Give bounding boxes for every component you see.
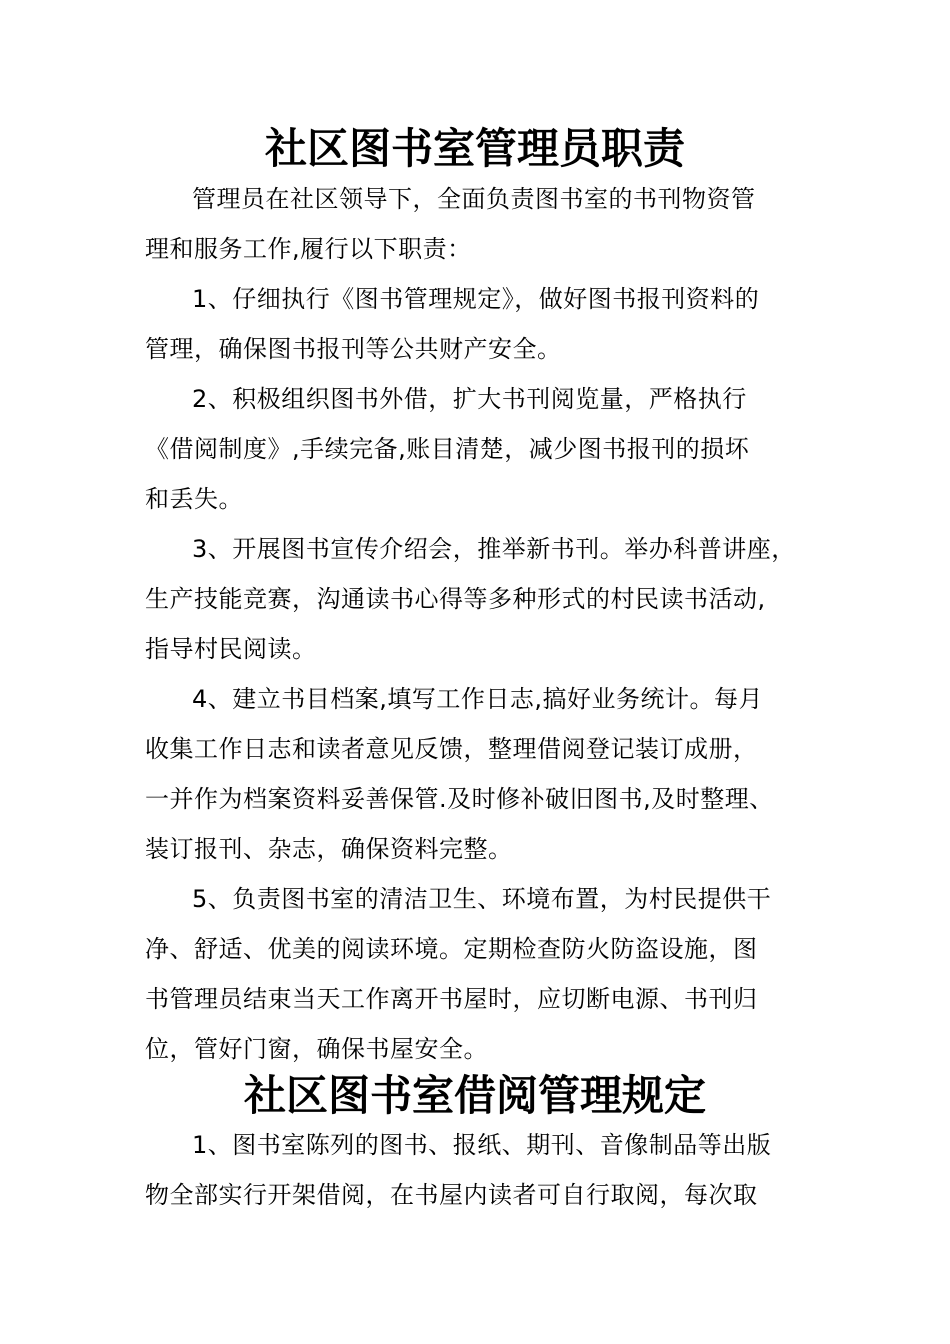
- item-4-line-3: 一并作为档案资料妥善保管.及时修补破旧图书,及时整理、: [145, 785, 774, 813]
- item-5-line-1: 5、负责图书室的清洁卫生、环境布置，为村民提供干: [192, 885, 772, 913]
- document-title-duties: 社区图书室管理员职责: [264, 124, 685, 173]
- rule-1-line-1: 1、图书室陈列的图书、报纸、期刊、音像制品等出版: [192, 1131, 772, 1159]
- item-3-line-2: 生产技能竞赛，沟通读书心得等多种形式的村民读书活动,: [145, 585, 766, 613]
- item-5-line-4: 位，管好门窗，确保书屋安全。: [145, 1035, 488, 1063]
- intro-line-2: 理和服务工作,履行以下职责：: [145, 235, 472, 263]
- item-5-line-2: 净、舒适、优美的阅读环境。定期检查防火防盗设施，图: [145, 935, 758, 963]
- item-4-line-4: 装订报刊、杂志，确保资料完整。: [145, 835, 513, 863]
- item-5-line-3: 书管理员结束当天工作离开书屋时，应切断电源、书刊归: [145, 985, 758, 1013]
- item-3-line-3: 指导村民阅读。: [145, 635, 317, 663]
- item-1-line-2: 管理，确保图书报刊等公共财产安全。: [145, 335, 562, 363]
- document-title-borrowing: 社区图书室借阅管理规定: [243, 1071, 706, 1120]
- item-1-line-1: 1、仔细执行《图书管理规定》，做好图书报刊资料的: [192, 285, 760, 313]
- item-2-line-2: 《借阅制度》,手续完备,账目清楚，减少图书报刊的损坏: [145, 435, 750, 463]
- item-3-line-1: 3、开展图书宣传介绍会，推举新书刊。举办科普讲座，: [192, 535, 796, 563]
- rule-1-line-2: 物全部实行开架借阅，在书屋内读者可自行取阅，每次取: [145, 1181, 758, 1209]
- item-2-line-3: 和丢失。: [145, 485, 243, 513]
- item-2-line-1: 2、积极组织图书外借，扩大书刊阅览量，严格执行: [192, 385, 747, 413]
- intro-line-1: 管理员在社区领导下，全面负责图书室的书刊物资管: [192, 185, 756, 213]
- item-4-line-2: 收集工作日志和读者意见反馈，整理借阅登记装订成册，: [145, 735, 758, 763]
- item-4-line-1: 4、建立书目档案,填写工作日志,搞好业务统计。每月: [192, 685, 764, 713]
